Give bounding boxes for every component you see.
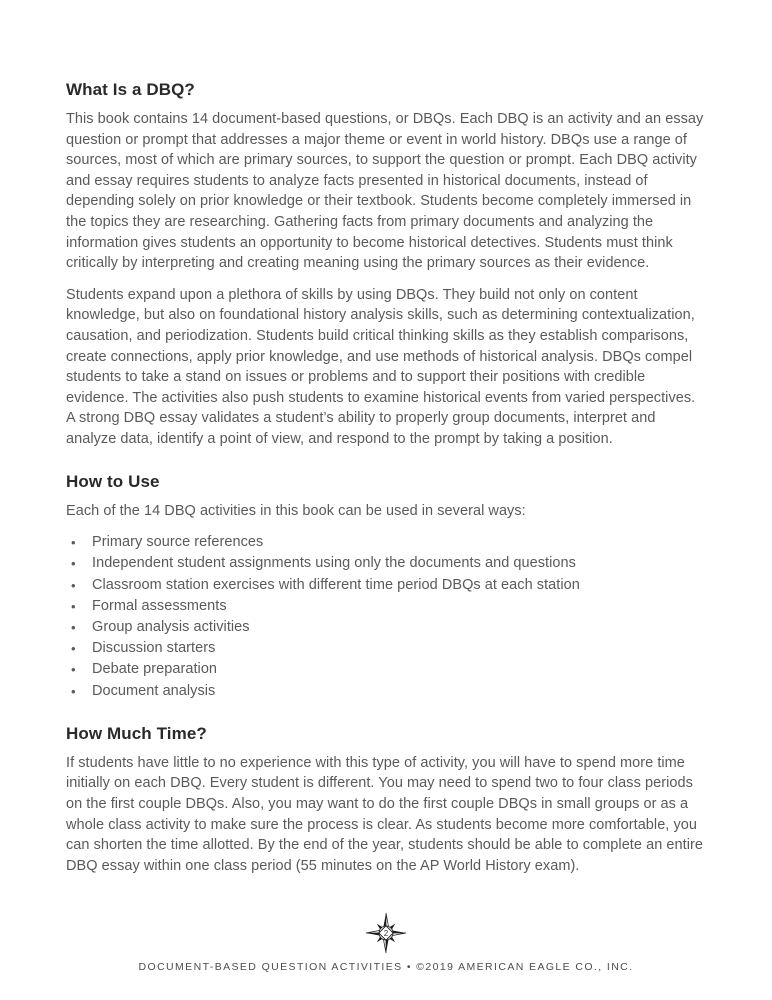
list-item: • Primary source references <box>66 532 706 553</box>
paragraph: If students have little to no experience with this type of activity, you will have to spend more time initially on each DBQ. Every student is different. You may need to spend two to four class periods on the first couple DBQs. Also, you may want to do the first couple DBQs in small groups or as a whole class activity to make sure the process is clear. As students become more comfortable, you can shorten the time allotted. By the end of the year, students should be able to complete an entire DBQ essay within one class period (55 minutes on the AP World History exam). <box>66 754 703 874</box>
list-item: • Independent student assignments using only the documents and questions <box>66 553 706 574</box>
section-how-to-use <box>66 472 706 702</box>
footer-credit: DOCUMENT-BASED QUESTION ACTIVITIES • ©2019 AMERICAN EAGLE CO., INC. <box>138 961 634 973</box>
section-heading-what-is-a-dbq: What Is a DBQ? <box>66 80 195 99</box>
usage-bullet-list <box>66 532 706 702</box>
paragraph: Students expand upon a plethora of skills by using DBQs. They build not only on content knowledge, but also on foundational history analysis skills, such as determining contextualization, causation, and periodization. Students build critical thinking skills as they establish comparisons, create connections, apply prior knowledge, and use methods of historical analysis. DBQs compel students to take a stand on issues or problems and to support their positions with credible evidence. The activities also push students to examine historical events from varied perspectives. A strong DBQ essay validates a student’s ability to properly group documents, interpret and analyze data, identify a point of view, and respond to the prompt by taking a position. <box>66 286 696 447</box>
list-item: • Group analysis activities <box>66 617 706 638</box>
list-item: • Debate preparation <box>66 659 706 680</box>
section-what-is-a-dbq <box>66 80 706 450</box>
page-footer <box>0 911 772 974</box>
list-item: • Formal assessments <box>66 596 706 617</box>
compass-rose-icon <box>364 911 408 960</box>
list-item: • Discussion starters <box>66 638 706 659</box>
section-heading-how-much-time: How Much Time? <box>66 723 207 743</box>
section-how-much-time <box>66 724 706 877</box>
intro-line: Each of the 14 DBQ activities in this book can be used in several ways: <box>66 502 526 519</box>
section-heading-how-to-use: How to Use <box>66 471 160 491</box>
paragraph: This book contains 14 document-based questions, or DBQs. Each DBQ is an activity and an essay question or prompt that addresses a major theme or event in world history. DBQs use a range of sources, most of which are primary sources, to support the question or prompt. Each DBQ activity and essay requires students to analyze facts presented in historical documents, instead of depending solely on prior knowledge or their textbook. Students become completely immersed in the topics they are researching. Gathering facts from primary documents and analyzing the information gives students an opportunity to become historical detectives. Students must think critically by interpreting and creating meaning using the primary sources as their evidence. <box>66 111 704 272</box>
page-number: 2 <box>383 928 389 938</box>
list-item: • Classroom station exercises with different time period DBQs at each station <box>66 575 706 596</box>
list-item: • Document analysis <box>66 681 706 702</box>
